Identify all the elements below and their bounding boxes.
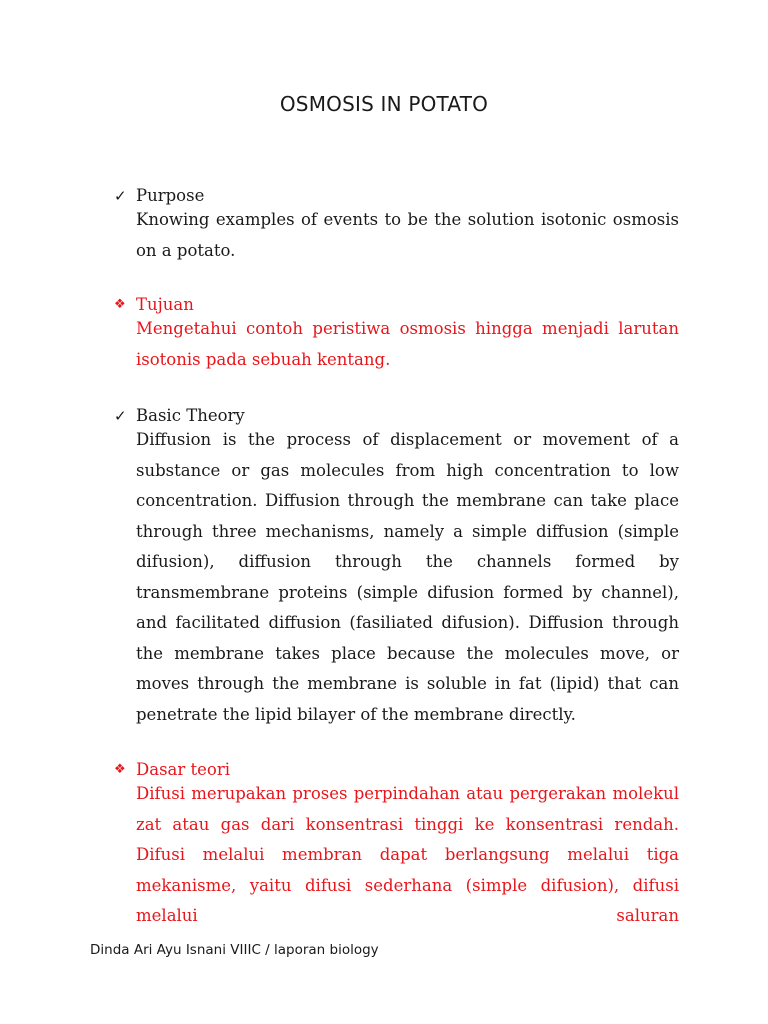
section-dasar-teori [114, 758, 679, 932]
section-body: Difusi merupakan proses perpindahan atau pergerakan molekul zat atau gas dari konsentrasi tinggi ke konsentrasi rendah. Difusi melalui membran dapat berlangsung melalui tiga mekanisme, yaitu difusi sederhana (simple difusion), difusi melalui saluran [136, 784, 679, 925]
diamond-icon: ❖ [114, 297, 126, 312]
section-tujuan [114, 293, 679, 375]
section-basic-theory [114, 404, 679, 730]
section-heading-row [114, 293, 679, 317]
section-heading: Purpose [136, 186, 205, 205]
section-purpose [114, 184, 679, 266]
section-heading-row [114, 184, 679, 208]
diamond-icon: ❖ [114, 762, 126, 777]
section-body: Diffusion is the process of displacement or movement of a substance or gas molecules from high concentration to low concentration. Diffusion through the membrane can take place through three mechanisms, namely a simple diffusion (simple difusion), diffusion through the channels formed by transmembrane proteins (simple difusion formed by channel), and facilitated diffusion (fasiliated difusion). Diffusion through the membrane takes place because the molecules move, or moves through the membrane is soluble in fat (lipid) that can penetrate the lipid bilayer of the membrane directly. [136, 430, 679, 724]
checkmark-icon: ✓ [114, 187, 127, 205]
page-footer: Dinda Ari Ayu Isnani VIIIC / laporan biology [90, 942, 379, 958]
section-heading-row [114, 404, 679, 428]
section-body: Knowing examples of events to be the solution isotonic osmosis on a potato. [136, 210, 679, 260]
section-heading: Tujuan [136, 295, 194, 314]
page-title: OSMOSIS IN POTATO [279, 92, 489, 116]
section-heading-row [114, 758, 679, 782]
section-heading: Basic Theory [136, 406, 245, 425]
section-heading: Dasar teori [136, 760, 230, 779]
checkmark-icon: ✓ [114, 407, 127, 425]
section-body: Mengetahui contoh peristiwa osmosis hingga menjadi larutan isotonis pada sebuah kentang. [136, 319, 679, 369]
